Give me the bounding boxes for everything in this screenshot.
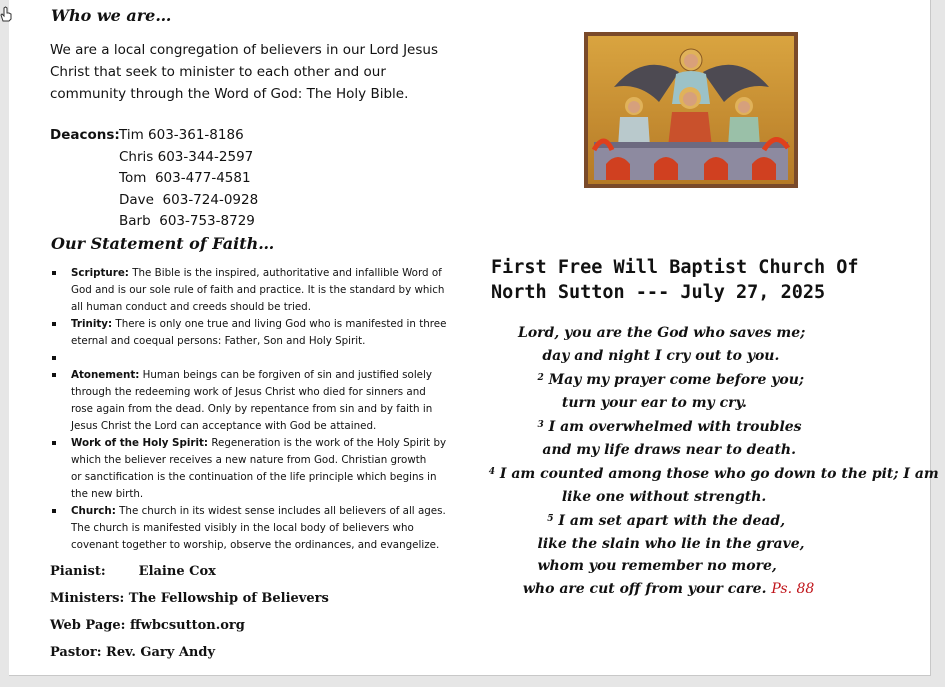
faith-item-text: There is only one true and living God who is manifested in three [115, 318, 447, 330]
document-page [9, 0, 939, 676]
psalm-indent [479, 558, 538, 574]
pianist-line [50, 564, 216, 579]
faith-item [50, 316, 455, 350]
psalm-text: turn your ear to my cry. [561, 394, 747, 411]
pianist-label: Pianist: [50, 564, 106, 579]
psalm-indent [479, 513, 547, 529]
psalm-text: Lord, you are the God who saves me; [518, 325, 806, 341]
psalm-line [479, 578, 919, 601]
faith-item-line [71, 520, 455, 537]
psalm-text: day and night I cry out to you. [542, 347, 780, 364]
psalm-line [479, 367, 919, 392]
deacon-entry: Dave 603-724-0928 [119, 191, 259, 208]
psalm-indent [479, 325, 518, 341]
psalm-line [479, 533, 919, 556]
verse-number: 4 [488, 467, 496, 477]
psalm-text: who are cut off from your care. [522, 580, 772, 597]
faith-item-line [71, 418, 455, 435]
faith-item-term: Church: [71, 505, 116, 517]
verse-number: 3 [537, 420, 544, 430]
faith-item-line [71, 265, 455, 282]
title-line: North Sutton --- July 27, 2025 [491, 282, 826, 303]
statement-of-faith-heading: Our Statement of Faith… [51, 234, 275, 253]
faith-item-line [71, 435, 455, 452]
faith-item-text: Human beings can be forgiven of sin and justified solely [142, 369, 432, 381]
psalm-text: and my life draws near to death. [542, 441, 796, 458]
faith-item-line [71, 486, 455, 503]
deacon-entry: Chris 603-344-2597 [119, 148, 254, 165]
psalm-line [479, 322, 919, 345]
faith-item [50, 350, 455, 367]
faith-item-line [71, 384, 455, 401]
faith-item-text: or sanctification is the continuation of the life principle which begins in [71, 471, 437, 483]
deacons-list [50, 125, 258, 233]
psalm-text: May my prayer come before you; [543, 372, 805, 388]
faith-list [50, 265, 455, 554]
angel-icon-painting [584, 32, 798, 188]
faith-item-text: all human conduct and creeds should be tried. [71, 301, 311, 313]
pastor-line: Pastor: Rev. Gary Andy [50, 645, 216, 660]
deacon-entry: Tom 603-477-4581 [119, 170, 251, 186]
psalm-reference: Ps. 88 [771, 580, 815, 597]
faith-item [50, 367, 455, 435]
faith-item-term: Work of the Holy Spirit: [71, 437, 209, 449]
psalm-indent [479, 348, 542, 364]
faith-item-text: The church in its widest sense includes all believers of all ages. [119, 505, 446, 517]
faith-item-line [71, 452, 455, 469]
webpage-line: Web Page: ffwbcsutton.org [50, 618, 245, 633]
psalm-text: like the slain who lie in the grave, [537, 535, 805, 552]
deacon-entry: Barb 603-753-8729 [119, 213, 255, 229]
faith-item-text: the new birth. [71, 488, 144, 500]
faith-item-line [71, 367, 455, 384]
faith-item-text: eternal and coequal persons: Father, Son and Holy Spirit. [71, 335, 366, 347]
title-line: First Free Will Baptist Church Of [491, 257, 859, 278]
who-text-line: Christ that seek to minister to each other and our [50, 64, 386, 80]
psalm-indent [479, 581, 523, 597]
faith-item-text: God and is our sole rule of faith and practice. It is the standard by which [71, 284, 445, 296]
psalm-indent [479, 419, 538, 435]
psalm-line [479, 486, 919, 509]
deacons-label: Deacons: [50, 127, 120, 143]
faith-item-text: The church is manifested visibly in the local body of believers who [71, 522, 414, 534]
pianist-name: Elaine Cox [138, 564, 216, 579]
deacon-entry: Tim 603-361-8186 [119, 127, 244, 143]
faith-item-line [71, 469, 455, 486]
faith-item-line [71, 503, 455, 520]
faith-item-line [71, 299, 455, 316]
psalm-text: whom you remember no more, [537, 558, 777, 574]
faith-item-line [71, 401, 455, 418]
verse-number: 5 [547, 514, 554, 524]
church-title [491, 255, 911, 305]
who-text-line: We are a local congregation of believers in our Lord Jesus [50, 42, 438, 58]
psalm-line [479, 392, 919, 415]
faith-item-text: The Bible is the inspired, authoritative and infallible Word of [132, 267, 442, 279]
psalm-line [479, 439, 919, 462]
who-we-are-heading: Who we are… [51, 6, 172, 25]
psalm-line [479, 414, 919, 439]
faith-item [50, 503, 455, 554]
faith-item-term: Trinity: [71, 318, 113, 330]
faith-item-text: Regeneration is the work of the Holy Spirit by [211, 437, 447, 449]
faith-item-line [71, 282, 455, 299]
psalm-indent [479, 489, 562, 505]
faith-item-text: rose again from the dead. Only by repentance from sin and by faith in [71, 403, 433, 415]
who-text-line: community through the Word of God: The Holy Bible. [50, 86, 409, 102]
verse-number: 2 [537, 373, 544, 383]
psalm-line [479, 508, 919, 533]
hand-cursor-icon [0, 6, 13, 22]
psalm-text: I am counted among those who go down to the pit; I am [495, 466, 939, 482]
faith-item-text: which the believer receives a new nature from God. Christian growth [71, 454, 427, 466]
psalm-text: I am set apart with the dead, [553, 513, 786, 529]
faith-item-line [71, 333, 455, 350]
psalm-indent [479, 536, 538, 552]
psalm-indent [479, 395, 562, 411]
faith-item-text: through the redeeming work of Jesus Christ who died for sinners and [71, 386, 426, 398]
psalm-line [479, 345, 919, 368]
faith-item [50, 435, 455, 503]
psalm-indent [479, 442, 542, 458]
psalm-line [479, 461, 939, 486]
ministers-line: Ministers: The Fellowship of Believers [50, 591, 329, 606]
psalm-passage [479, 322, 939, 600]
faith-item [50, 265, 455, 316]
psalm-indent [479, 466, 489, 482]
psalm-indent [479, 372, 538, 388]
psalm-line [479, 555, 919, 578]
faith-item-text: covenant together to worship, observe the ordinances, and evangelize. [71, 539, 440, 551]
faith-item-term: Atonement: [71, 369, 140, 381]
who-we-are-text [50, 39, 438, 105]
psalm-text: like one without strength. [561, 488, 767, 505]
faith-item-line [71, 537, 455, 554]
faith-item-term: Scripture: [71, 267, 129, 279]
faith-item-line [71, 316, 455, 333]
psalm-text: I am overwhelmed with troubles [543, 419, 802, 435]
faith-item-text: Jesus Christ the Lord can acceptance with God be attained. [71, 420, 377, 432]
